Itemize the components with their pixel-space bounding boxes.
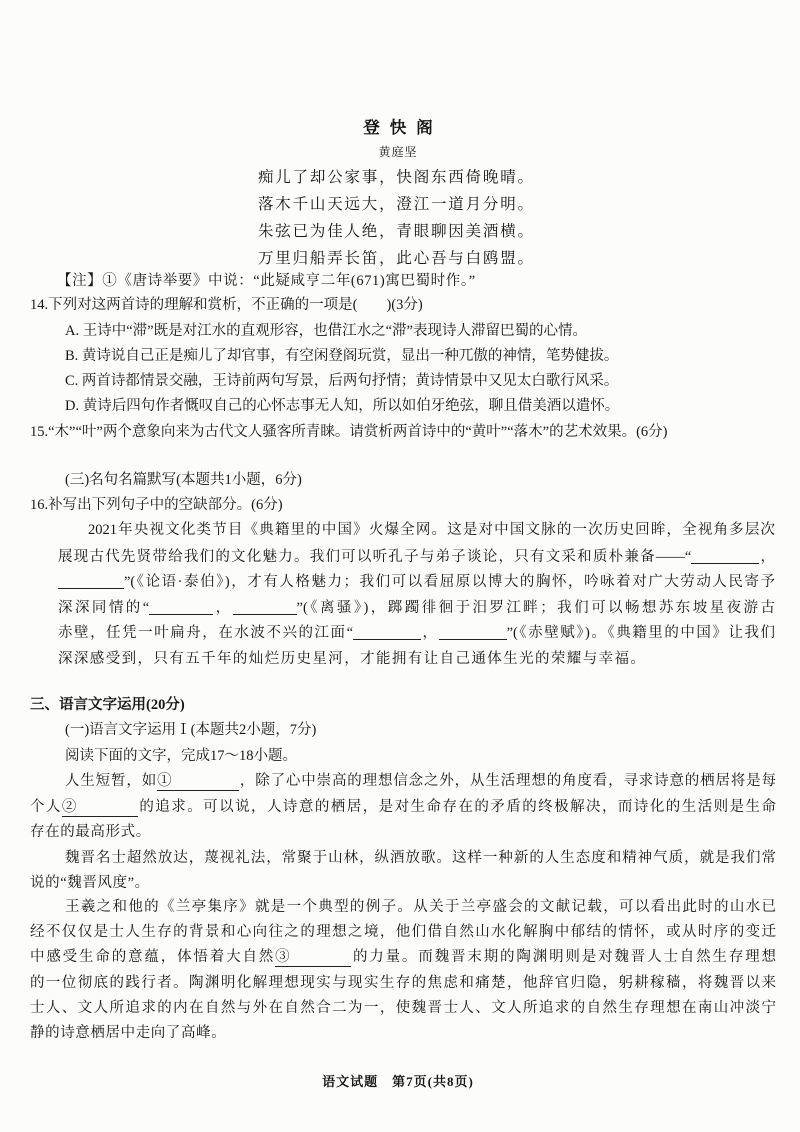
passage-line: 存在的最高形式。 <box>30 824 151 840</box>
poem-author: 黄庭坚 <box>378 145 418 159</box>
passage-text: 展现古代先贤带给我们的文化魅力。我们可以听孔子与弟子谈论，只有文采和质朴兼备——“ <box>58 549 692 565</box>
passage-text: ，除了心中崇高的理想信念之外，从生活理想的角度看，寻求诗意的栖居将是每 <box>239 773 776 789</box>
passage-line <box>58 598 775 618</box>
section-heading: 三、语言文字运用(20分) <box>30 697 185 713</box>
answer-blank <box>439 625 507 640</box>
passage-line: 经不仅仅是士人生存的背景和心向往之的理想之境，他们借自然山水化解胸中郁结的情怀，或从时序的变迁 <box>30 924 776 940</box>
passage-line: 静的诗意栖居中走向了高峰。 <box>30 1025 227 1041</box>
numbered-blank: ③ <box>275 949 351 967</box>
poem-line: 万里归船弄长笛，此心吾与白鸥盟。 <box>258 250 535 267</box>
passage-line <box>30 947 776 967</box>
page-footer: 语文试题 第7页(共8页) <box>322 1074 474 1089</box>
passage-line: 魏晋名士超然放达，蔑视礼法，常聚于山林，纵酒放歌。这样一种新的人生态度和精神气质，就是我们常 <box>65 850 776 866</box>
question-16-stem: 16.补写出下列句子中的空缺部分。(6分) <box>30 497 283 513</box>
passage-text: 中感受生命的意蕴，体悟着大自然 <box>30 949 276 965</box>
passage-text: 个人 <box>30 799 62 815</box>
passage-text: ， <box>213 600 233 616</box>
passage-text: ”(《论语·泰伯》)，才有人格魅力；我们可以看屈原以博大的胸怀，吟咏着对广大劳动人民寄予 <box>124 574 775 590</box>
option-b: B. 黄诗说自己正是痴儿了却官事，有空闲登阁玩赏，显出一种兀傲的神情，笔势健拔。 <box>65 348 619 364</box>
question-14-stem: 14.下列对这两首诗的理解和赏析，不正确的一项是( )(3分) <box>30 297 423 313</box>
numbered-blank: ② <box>62 799 138 817</box>
passage-line: 士人、文人所追求的内在自然与外在自然合二为一，使魏晋士人、文人所追求的自然生存理想在南山冲淡宁 <box>30 1000 776 1016</box>
numbered-blank: ① <box>157 773 239 791</box>
answer-blank <box>149 600 213 615</box>
passage-line <box>58 547 775 567</box>
poem-line: 朱弦已为佳人绝，青眼聊因美酒横。 <box>258 223 535 240</box>
reading-instruction: 阅读下面的文字，完成17～18小题。 <box>65 748 297 764</box>
passage-text: ， <box>421 625 439 641</box>
passage-line <box>65 771 776 791</box>
option-c: C. 两首诗都情景交融，王诗前两句写景，后两句抒情；黄诗情景中又见太白歌行风采。 <box>65 373 619 389</box>
passage-text: 人生短暂，如 <box>65 773 158 789</box>
passage-line <box>30 797 776 817</box>
answer-blank <box>58 574 124 589</box>
poem-title: 登快阁 <box>363 118 443 137</box>
passage-text: 的力量。而魏晋末期的陶渊明则是对魏晋人士自然生存理想 <box>351 949 776 965</box>
answer-blank <box>353 625 421 640</box>
passage-text: 赤壁，任凭一叶扁舟，在水波不兴的江面“ <box>58 625 354 641</box>
passage-line: 的一位彻底的践行者。陶渊明化解理想现实与现实生存的焦虑和痛楚，他辞官归隐，躬耕稼穑，将魏晋以来 <box>30 975 776 991</box>
passage-text: ， <box>759 549 775 565</box>
poem-line: 痴儿了却公家事，快阁东西倚晚晴。 <box>258 169 535 186</box>
poem-line: 落木千山天远大，澄江一道月分明。 <box>258 196 535 213</box>
passage-line: 2021年央视文化类节目《典籍里的中国》火爆全网。这是对中国文脉的一次历史回眸，全视角多层次 <box>88 522 775 538</box>
poem-note: 【注】①《唐诗举要》中说：“此疑咸亨二年(671)寓巴蜀时作。” <box>57 273 476 289</box>
passage-line <box>58 623 775 643</box>
passage-text: 深深同情的“ <box>58 600 150 616</box>
option-a: A. 王诗中“滞”既是对江水的直观形容，也借江水之“滞”表现诗人滞留巴蜀的心情。 <box>65 323 587 339</box>
passage-text: 的追求。可以说，人诗意的栖居，是对生命存在的矛盾的终极解决，而诗化的生活则是生命 <box>137 799 776 815</box>
sub-section-heading: (一)语言文字运用Ⅰ(本题共2小题，7分) <box>65 722 317 738</box>
passage-text: ”(《赤壁赋》)。《典籍里的中国》让我们 <box>506 625 775 641</box>
question-15-stem: 15.“木”“叶”两个意象向来为古代文人骚客所青睐。请赏析两首诗中的“黄叶”“落木”的艺术效果。(6分) <box>30 424 668 440</box>
passage-line: 说的“魏晋风度”。 <box>30 875 150 891</box>
passage-line: 深深感受到，只有五千年的灿烂历史星河，才能拥有让自己通体生光的荣耀与幸福。 <box>58 651 647 667</box>
passage-line: 王羲之和他的《兰亭集序》就是一个典型的例子。从关于兰亭盛会的文献记载，可以看出此时的山水已 <box>65 899 776 915</box>
part-heading-dictation: (三)名句名篇默写(本题共1小题，6分) <box>65 472 302 488</box>
passage-line <box>58 572 775 592</box>
passage-text: ”(《离骚》)，踯躅徘徊于汨罗江畔；我们可以畅想苏东坡星夜游古 <box>296 600 775 616</box>
option-d: D. 黄诗后四句作者慨叹自己的心怀志事无人知，所以如伯牙绝弦，聊且借美酒以遣怀。 <box>65 398 620 414</box>
answer-blank <box>691 549 759 564</box>
answer-blank <box>233 600 297 615</box>
